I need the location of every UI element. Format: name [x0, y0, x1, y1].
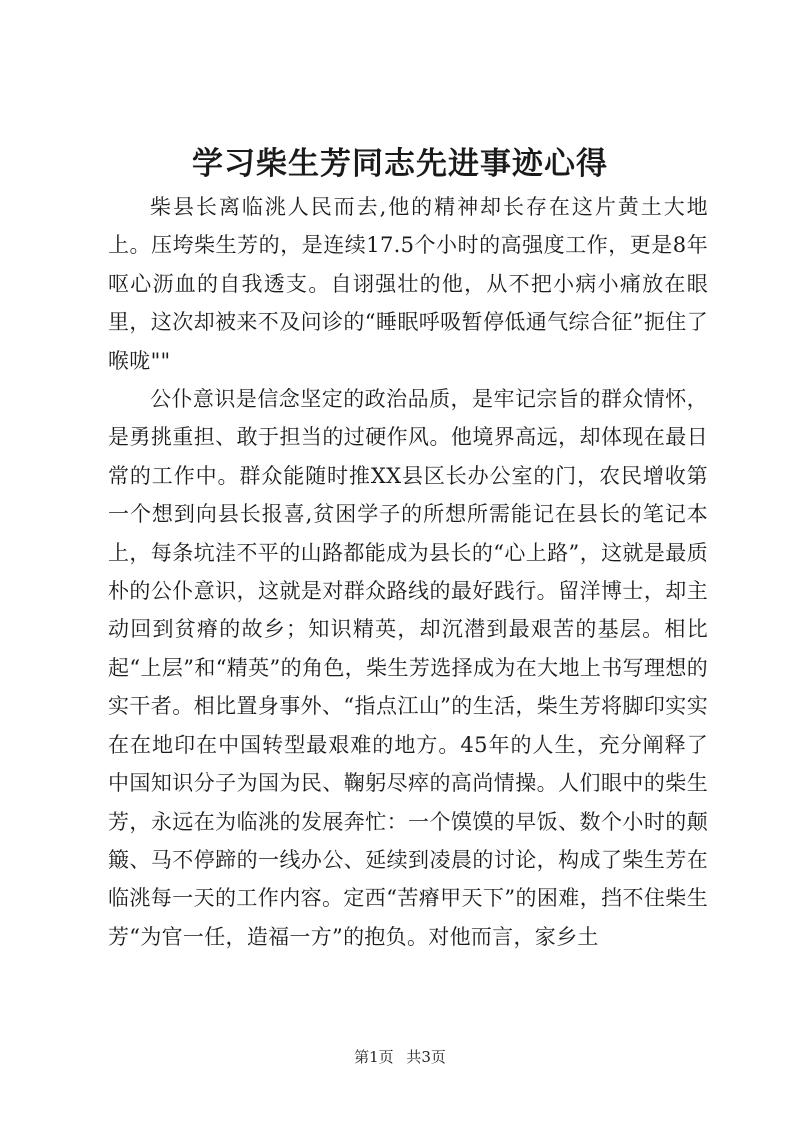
page-total: 共3页 — [406, 1048, 446, 1066]
document-title: 学习柴生芳同志先进事迹心得 — [192, 146, 608, 182]
document-body — [108, 188, 708, 956]
page-footer — [0, 1047, 800, 1067]
paragraph-2: 公仆意识是信念坚定的政治品质，是牢记宗旨的群众情怀，是勇挑重担、敢于担当的过硬作风。他境界高远，却体现在最日常的工作中。群众能随时推XX县区长办公室的门，农民增收第一个想到向县长报喜,贫困学子的所想所需能记在县长的笔记本上，每条坑洼不平的山路都能成为县长的“心上路”，这就是最质朴的公仆意识，这就是对群众路线的最好践行。留洋博士，却主动回到贫瘠的故乡；知识精英，却沉潜到最艰苦的基层。相比起“上层”和“精英”的角色，柴生芳选择成为在大地上书写理想的实干者。相比置身事外、“指点江山”的生活，柴生芳将脚印实实在在地印在中国转型最艰难的地方。45年的人生，充分阐释了中国知识分子为国为民、鞠躬尽瘁的高尚情操。人们眼中的柴生芳，永远在为临洮的发展奔忙：一个馍馍的早饭、数个小时的颠簸、马不停蹄的一线办公、延续到凌晨的讨论，构成了柴生芳在临洮每一天的工作内容。定西“苦瘠甲天下”的困难，挡不住柴生芳“为官一任，造福一方”的抱负。对他而言，家乡土 — [108, 387, 708, 949]
paragraph-1: 柴县长离临洮人民而去,他的精神却长存在这片黄土大地上。压垮柴生芳的，是连续17.5个小时的高强度工作，更是8年呕心沥血的自我透支。自诩强壮的他，从不把小病小痛放在眼里，这次却被来不及问诊的“睡眠呼吸暂停低通气综合征”扼住了喉咙"" — [108, 195, 708, 373]
page-number: 第1页 — [354, 1048, 394, 1066]
